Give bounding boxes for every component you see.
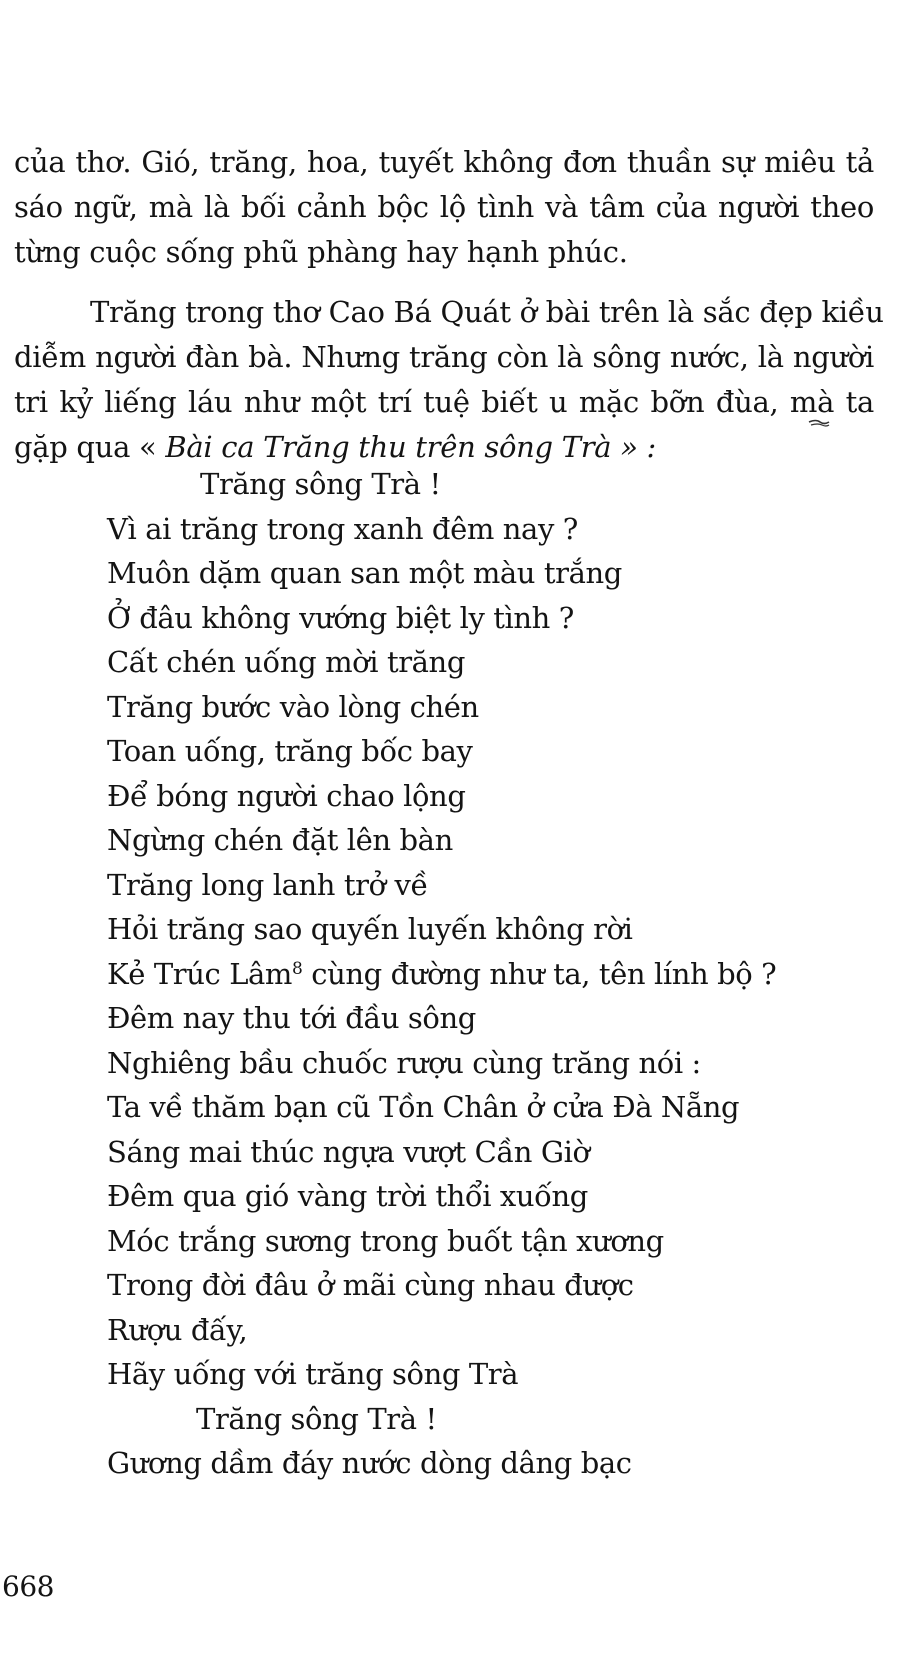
paragraph-1: [14, 140, 874, 275]
paragraph-1-line-2: sáo ngữ, mà là bối cảnh bộc lộ tình và tâm của người theo: [14, 190, 874, 224]
paragraph-2-line-1: Trăng trong thơ Cao Bá Quát ở bài trên là sắc đẹp kiều: [90, 295, 884, 329]
poem-line-8: Để bóng người chao lộng: [107, 778, 466, 813]
poem-line-6: Trăng bước vào lòng chén: [107, 689, 479, 724]
footnote-line-start: Kẻ Trúc Lâm: [107, 956, 293, 991]
poem-final-line: Gương dầm đáy nước dòng dâng bạc: [107, 1446, 632, 1480]
page-number: 668: [2, 1570, 54, 1603]
poem-line-19: Trong đời đâu ở mãi cùng nhau được: [107, 1268, 634, 1302]
paragraph-1-line-3: từng cuộc sống phũ phàng hay hạnh phúc.: [14, 235, 628, 269]
intro-text: gặp qua «: [14, 430, 157, 464]
poem-title: Bài ca Trăng thu trên sông Trà: [165, 430, 612, 464]
title-close: » :: [620, 430, 657, 464]
poem-line-3: Muôn dặm quan san một màu trắng: [107, 556, 622, 590]
poem-line-12: [0, 952, 917, 997]
poem-line-15: Ta về thăm bạn cũ Tồn Chân ở cửa Đà Nẵng: [107, 1090, 740, 1124]
poem-refrain: Trăng sông Trà !: [196, 1401, 437, 1436]
footnote-marker: 8: [292, 958, 303, 979]
poem-line-5: Cất chén uống mời trăng: [107, 645, 465, 679]
poem-line-16: Sáng mai thúc ngựa vượt Cần Giờ: [107, 1134, 590, 1169]
poem-line-4: Ở đâu không vướng biệt ly tình ?: [107, 600, 574, 635]
paragraph-2: [14, 290, 884, 470]
poem-line-9: Ngừng chén đặt lên bàn: [107, 823, 453, 857]
poem-line-11: Hỏi trăng sao quyến luyến không rời: [107, 912, 633, 946]
margin-mark: [808, 418, 830, 428]
poem-line-1: Trăng sông Trà !: [200, 467, 441, 501]
paragraph-1-line-1: của thơ. Gió, trăng, hoa, tuyết không đơn thuần sự miêu tả: [14, 145, 874, 179]
poem: [0, 462, 917, 1486]
poem-line-14: Nghiêng bầu chuốc rượu cùng trăng nói :: [107, 1045, 701, 1080]
poem-line-10: Trăng long lanh trở về: [107, 867, 428, 902]
poem-line-17: Đêm qua gió vàng trời thổi xuống: [107, 1179, 588, 1213]
poem-line-13: Đêm nay thu tới đầu sông: [107, 1001, 476, 1035]
paragraph-2-line-3: tri kỷ liếng láu như một trí tuệ biết u mặc bỡn đùa, mà ta: [14, 385, 874, 419]
poem-line-20: Rượu đấy,: [107, 1312, 248, 1347]
paragraph-2-line-2: diễm người đàn bà. Nhưng trăng còn là sông nước, là người: [14, 340, 874, 374]
poem-line-18: Móc trắng sương trong buốt tận xương: [107, 1223, 664, 1258]
poem-line-7: Toan uống, trăng bốc bay: [107, 734, 473, 768]
poem-line-2: Vì ai trăng trong xanh đêm nay ?: [107, 511, 578, 546]
footnote-line-end: cùng đường như ta, tên lính bộ ?: [302, 956, 777, 991]
poem-line-21: Hãy uống với trăng sông Trà: [107, 1357, 519, 1391]
